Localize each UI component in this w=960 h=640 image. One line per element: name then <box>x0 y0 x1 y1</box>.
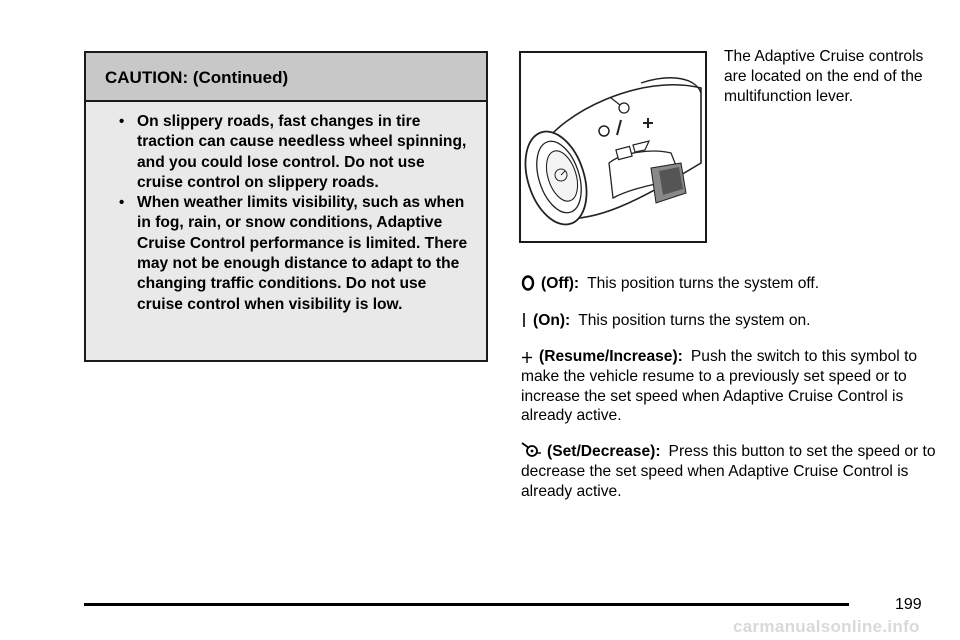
plus-icon <box>521 347 533 367</box>
on-bar-icon <box>521 311 527 331</box>
caution-item-text: On slippery roads, fast changes in tire traction can cause needless wheel spinning, and you could lose control. Do not use cruise control on slippery roads. <box>137 113 467 191</box>
control-off <box>521 274 941 294</box>
set-decrease-icon <box>521 441 541 462</box>
page-number: 199 <box>895 596 922 613</box>
control-desc: This position turns the system off. <box>587 275 820 292</box>
caution-title: CAUTION: (Continued) <box>86 53 486 102</box>
control-desc: Push the switch to this symbol to make the vehicle resume to a previously set speed or to increase the set speed when Adaptive Cruise Control is already active. <box>521 348 918 425</box>
control-resume-increase <box>521 347 941 426</box>
control-term: (On): <box>533 312 571 329</box>
bullet-icon: • <box>119 113 125 130</box>
control-set-decrease <box>521 441 941 501</box>
list-item <box>86 112 486 193</box>
control-desc: Press this button to set the speed or to decrease the set speed when Adaptive Cruise Control is already active. <box>521 443 936 500</box>
cruise-lever-illustration <box>519 51 707 243</box>
control-term: (Resume/Increase): <box>539 348 683 365</box>
footer-rule <box>84 603 849 606</box>
caution-box <box>84 51 488 362</box>
watermark: carmanualsonline.info <box>733 617 920 636</box>
control-desc: This position turns the system on. <box>578 312 811 329</box>
control-term: (Off): <box>541 275 580 292</box>
control-on <box>521 311 941 331</box>
control-term: (Set/Decrease): <box>547 443 661 460</box>
caution-item-text: When weather limits visibility, such as when in fog, rain, or snow conditions, Adaptive Cruise Control performance is limited. There may not be enough distance to adapt to the changing traffic conditions. Do not use cruise control when visibility is low. <box>137 194 468 313</box>
caution-list <box>86 102 486 315</box>
off-circle-icon <box>521 274 535 294</box>
intro-paragraph: The Adaptive Cruise controls are located on the end of the multifunction lever. <box>724 48 924 105</box>
list-item <box>86 193 486 315</box>
bullet-icon: • <box>119 194 125 212</box>
